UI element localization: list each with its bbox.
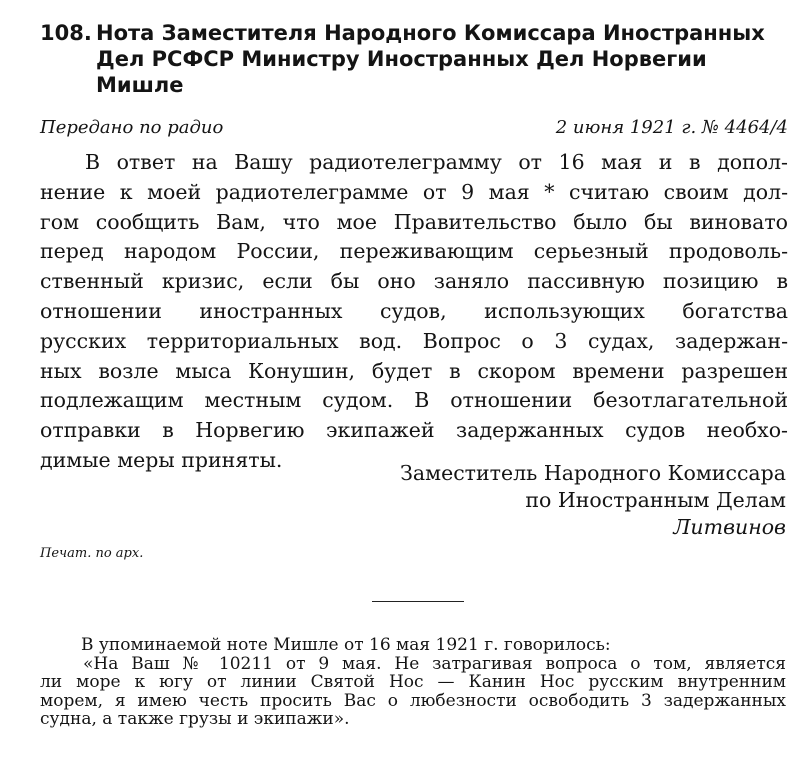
- body-line: гом сообщить Вам, что мое Правительство было бы виновато: [40, 209, 788, 234]
- body-line: ственный кризис, если бы оно заняло пассивную позицию в: [40, 269, 788, 294]
- title-line-2: Дел РСФСР Министру Иностранных Дел Норвегии: [96, 47, 707, 71]
- footnote-divider: [372, 601, 464, 602]
- body-line: перед народом России, переживающим серьезный продоволь-: [40, 239, 788, 264]
- transmission-note: Передано по радио: [40, 117, 224, 138]
- body-line: нение к моей радиотелеграмме от 9 мая * считаю своим дол-: [40, 179, 788, 204]
- signature-title-line-1: Заместитель Народного Комиссара: [400, 461, 786, 485]
- body-line: русских территориальных вод. Вопрос о 3 судах, задержан-: [40, 328, 788, 353]
- footnote-line: В упоминаемой ноте Мишле от 16 мая 1921 г. говорилось:: [81, 635, 611, 655]
- body-line: В ответ на Вашу радиотелеграмму от 16 мая и в допол-: [85, 150, 788, 174]
- title-line-1: Нота Заместителя Народного Комиссара Иностранных: [96, 21, 765, 45]
- body-line: отправки в Норвегию экипажей задержанных судов необхо-: [40, 418, 788, 443]
- signature-block: [400, 460, 786, 541]
- body-line: ных возле мыса Конушин, будет в скором времени разрешен: [40, 358, 788, 383]
- source-note: Печат. по арх.: [40, 546, 144, 561]
- signatory-name: Литвинов: [673, 515, 786, 539]
- footnote: [40, 635, 786, 730]
- meta-row: [40, 116, 788, 140]
- heading-line-1: [40, 20, 790, 46]
- footnote-line: ли море к югу от линии Святой Нос — Канин Нос русским внутренним: [40, 672, 786, 693]
- title-line-3: Мишле: [96, 73, 184, 97]
- footnote-line: «На Ваш № 10211 от 9 мая. Не затрагивая вопроса о том, является: [83, 653, 786, 674]
- date-reference: 2 июня 1921 г. № 4464/4: [555, 117, 788, 138]
- note-body: [40, 148, 788, 476]
- signature-title-line-2: по Иностранным Делам: [525, 488, 786, 512]
- body-line: отношении иностранных судов, использующих богатства: [40, 298, 788, 323]
- body-line: димые меры приняты.: [40, 447, 283, 472]
- body-line: подлежащим местным судом. В отношении безотлагательной: [40, 388, 788, 413]
- footnote-line: судна, а также грузы и экипажи».: [40, 709, 350, 730]
- document-number: 108.: [40, 21, 92, 45]
- footnote-line: морем, я имею честь просить Вас о любезности освободить 3 задержанных: [40, 690, 786, 711]
- document-heading: [40, 20, 790, 98]
